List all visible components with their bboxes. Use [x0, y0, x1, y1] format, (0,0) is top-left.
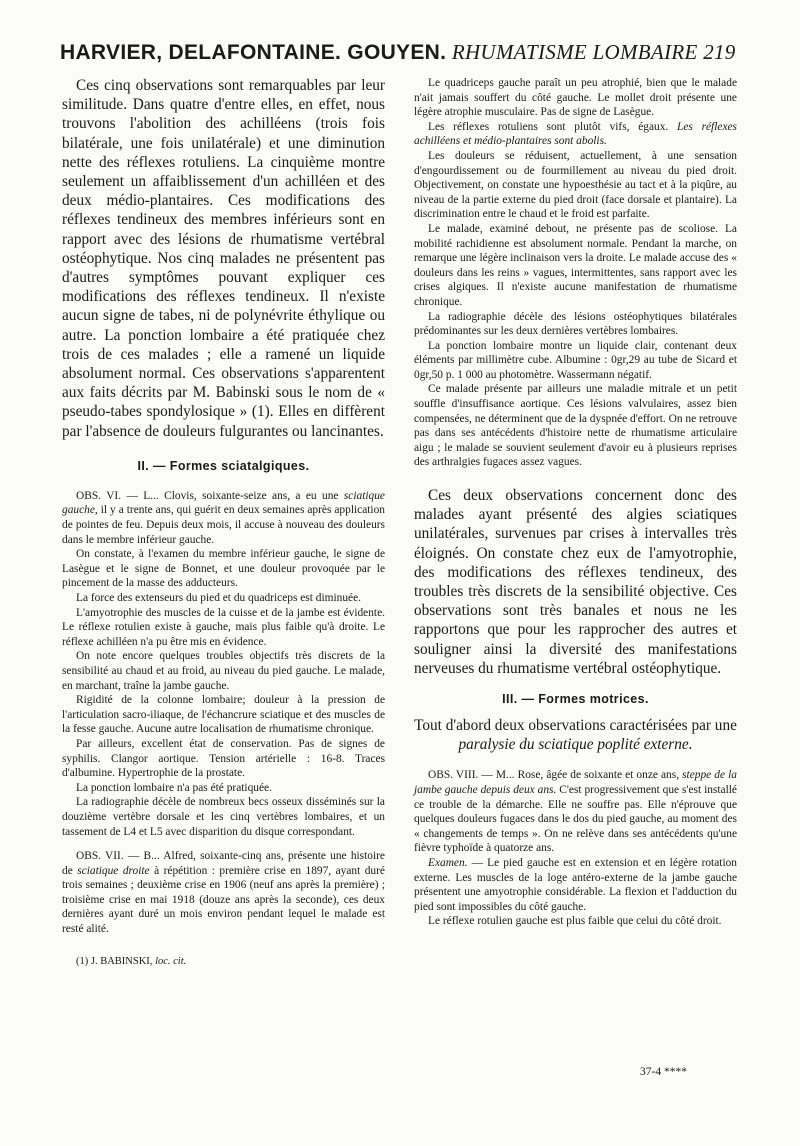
- section-intro-text: Tout d'abord deux observations caractérisées par une: [414, 717, 737, 735]
- obs7-paragraph: La ponction lombaire montre un liquide clair, contenant deux éléments par millimètre cube. Albumine : 0gr,29 au tube de Sicard et 0gr,50 p. 1 000 au photomètre. Wassermann négatif.: [414, 339, 737, 381]
- obs8-intro-text: Rose, âgée de soixante et onze ans,: [517, 769, 680, 782]
- obs6-paragraph: On note encore quelques troubles objectifs très discrets de la sensibilité au chaud et au froid, au niveau du pied gauche. Le malade, en marchant, traîne la jambe gauche.: [62, 650, 385, 692]
- obs8-label: OBS. VIII. — M...: [428, 769, 515, 782]
- footnote-ref: loc. cit.: [155, 955, 187, 967]
- obs7-intro-italic: sciatique droite: [77, 864, 150, 877]
- obs6-paragraph: La radiographie décèle de nombreux becs osseux disséminés sur la douzième vertèbre dorsale et les cinq vertèbres lombaires, et un tassement de L4 et L5 avec disparition du disque correspondant.: [62, 796, 385, 838]
- obs6-paragraph: La ponction lombaire n'a pas été pratiquée.: [76, 781, 272, 794]
- signature-mark: 37-4 ****: [640, 1066, 687, 1078]
- footnote-author: J. BABINSKI,: [90, 955, 153, 967]
- obs7-intro-text: Alfred, soixante-cinq ans, présente une histoire de: [62, 850, 385, 877]
- obs8-exam-text: — Le pied gauche est en extension et en légère rotation externe. Les muscles de la loge antéro-externe de la jambe gauche présentent une amyotrophie considérable. La flexion et l'adduction du pied sont impossibles du côté gauche.: [414, 857, 737, 913]
- obs8-intro: [414, 768, 737, 856]
- obs8-exam: [414, 856, 737, 914]
- footnote: [62, 955, 385, 969]
- obs8-intro-italic: steppe de la jambe gauche depuis deux ans.: [414, 769, 737, 797]
- obs7-intro-rest: à répétition : première crise en 1897, ayant duré trois semaines ; deuxième crise en 1906 (neuf ans après la première) ; troisième crise en mai 1918 (douze ans après la seconde), ces deux dernières ayant duré un mois environ pendant lequel le malade est resté alité.: [62, 864, 385, 936]
- section-intro-italic: paralysie du sciatique poplité externe.: [458, 736, 693, 754]
- obs7-paragraph: Le quadriceps gauche paraît un peu atrophié, bien que le malade n'ait jamais souffert du côté gauche. Le mollet droit présente une légère atrophie musculaire. Pas de signe de Lasègue.: [414, 77, 737, 119]
- left-column: [62, 76, 385, 979]
- obs7-paragraph: Le malade, examiné debout, ne présente pas de scoliose. La mobilité rachidienne est absolument normale. Pendant la marche, on remarque une légère inclinaison vers la droite. Le malade accuse des « douleurs dans les reins » vagues, intermittentes, sans rapport avec les crises algiques. Il n'existe aucune manifestation de rhumatisme chronique.: [414, 222, 737, 308]
- obs7-intro: [62, 849, 385, 937]
- obs6-intro-italic: sciatique gauche,: [62, 489, 385, 517]
- obs6-paragraph: L'amyotrophie des muscles de la cuisse et de la jambe est évidente. Le réflexe rotulien existe à gauche, mais plus faible qu'à droite. Le réflexe achilléen n'a pu être mis en évidence.: [62, 606, 385, 648]
- obs6-paragraph: Rigidité de la colonne lombaire; douleur à la pression de l'articulation sacro-iliaque, de l'échancrure sciatique et des muscles de la fesse gauche. Aucune autre localisation de rhumatisme chronique.: [62, 694, 385, 736]
- obs6-label: OBS. VI. — L...: [76, 489, 159, 502]
- page-number: 219: [703, 40, 736, 64]
- obs7-paragraph: Ce malade présente par ailleurs une maladie mitrale et un petit souffle d'insuffisance aortique. Ces lésions valvulaires, assez bien compensées, ne déterminent que de la dyspnée d'effort. On ne retrouve pas dans ses antécédents d'histoire nette de rhumatisme articulaire aigu ; le malade se souvient seulement d'avoir eu à plusieurs reprises des arthralgies fugaces assez vagues.: [414, 383, 737, 469]
- running-header: [60, 40, 750, 65]
- obs8-exam-label: Examen.: [428, 857, 468, 870]
- section-heading-motrices: III. — Formes motrices.: [502, 692, 649, 707]
- footnote-number: (1): [76, 955, 89, 967]
- obs6-intro-rest: il y a trente ans, qui guérit en deux semaines après application de pointes de feu. Depuis deux mois, il accuse à nouveau des douleurs dans le membre inférieur gauche.: [62, 504, 385, 546]
- obs6-paragraph: On constate, à l'examen du membre inférieur gauche, le signe de Lasègue et le signe de Bonnet, et une douleur provoquée par le pincement de la masse des adducteurs.: [62, 548, 385, 590]
- obs7-label: OBS. VII. — B...: [76, 850, 160, 863]
- obs7-paragraph: La radiographie décèle des lésions ostéophytiques bilatérales prédominantes sur les deux dernières vertèbres lombaires.: [414, 310, 737, 338]
- obs6-intro: [62, 489, 385, 547]
- obs8-intro-rest: C'est progressivement que s'est installé ce trouble de la démarche. Elle ne souffre pas. Elle n'éprouve que quelques douleurs fugaces dans le dos du pied gauche, au moment des « changements de temps ». On ne relève dans ses antécédents qu'une fièvre typhoïde à quatorze ans.: [414, 784, 737, 855]
- header-title: RHUMATISME LOMBAIRE: [451, 40, 698, 64]
- section-intro: [414, 716, 737, 754]
- section-heading-sciatalgiques: II. — Formes sciatalgiques.: [137, 458, 310, 473]
- obs7-paragraph: Les douleurs se réduisent, actuellement, à une sensation d'engourdissement ou de fourmillement au niveau du pied droit. Objectivement, on constate une hypoesthésie au tact et à la piqûre, au niveau de la partie externe du pied droit (face dorsale et plantaire). La discrimination entre le chaud et le froid est parfaite.: [414, 149, 737, 221]
- reflex-italic: Les réflexes achilléens et médio-plantaires sont abolis.: [414, 120, 737, 148]
- header-authors: HARVIER, DELAFONTAINE. GOUYEN.: [60, 41, 447, 64]
- obs7-reflexes: [414, 120, 737, 149]
- obs6-paragraph: La force des extenseurs du pied et du quadriceps est diminuée.: [76, 592, 361, 605]
- summary-paragraph: Ces cinq observations sont remarquables par leur similitude. Dans quatre d'entre elles, en effet, nous trouvons l'abolition des achilléens (trois fois bilatérale, une fois unilatérale) et une diminution nette des réflexes rotuliens. La cinquième montre seulement un affaiblissement d'un achilléen et des deux médio-plantaires. Ces modifications des réflexes tendineux des membres inférieurs sont en rapport avec des lésions de rhumatisme vertébral ostéophytique. Nos cinq malades ne présentent pas d'autres symptômes pouvant expliquer ces modifications des réflexes tendineux. Il n'existe aucun signe de tabes, ni de polynévrite éthylique ou autre. La ponction lombaire a été pratiquée chez trois de ces malades ; elle a ramené un liquide absolument normal. Ces observations s'apparentent aux faits décrits par M. Babinski sous le nom de « pseudo-tabes spondylosique » (1). Elles en diffèrent par l'absence de douleurs fulgurantes ou lancinantes.: [62, 77, 385, 440]
- right-column: [414, 76, 737, 929]
- reflex-line: Les réflexes rotuliens sont plutôt vifs, égaux.: [428, 120, 669, 133]
- obs6-intro-text: Clovis, soixante-seize ans, a eu une: [164, 489, 339, 502]
- conclusion-paragraph: Ces deux observations concernent donc des malades ayant présenté des algies sciatiques unilatérales, survenues par crises à intervalles très éloignés. On constate chez eux de l'amyotrophie, des modifications des réflexes tendineux, des troubles très discrets de la sensibilité objective. Ces observations sont très banales et nous ne les rapportons que pour les rapprocher des autres et souligner ainsi la diversité des manifestations nerveuses du rhumatisme vertébral ostéophytique.: [414, 487, 737, 677]
- obs8-last: Le réflexe rotulien gauche est plus faible que celui du côté droit.: [428, 915, 722, 928]
- obs6-paragraph: Par ailleurs, excellent état de conservation. Pas de signes de syphilis. Clangor aortique. Tension artérielle : 16-8. Traces d'albumine. Hypertrophie de la prostate.: [62, 737, 385, 780]
